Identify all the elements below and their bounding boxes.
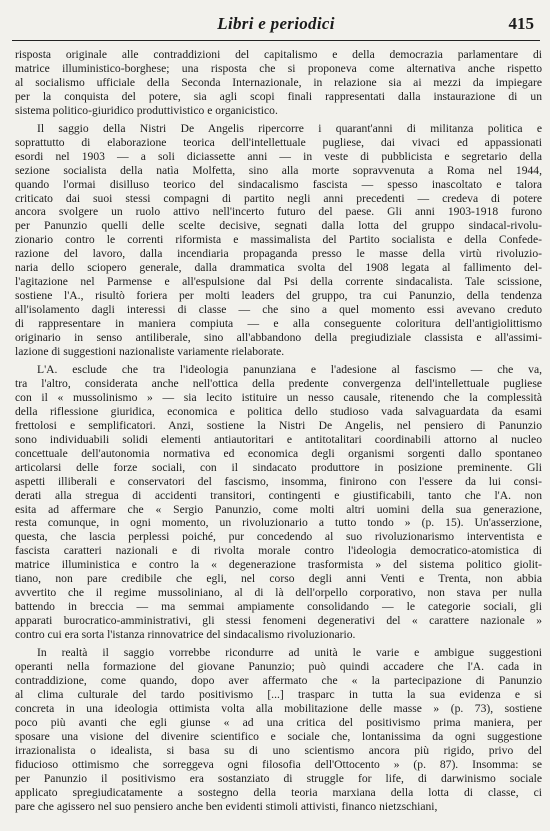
text-line: ancora svolgere un ruolo attivo nell'incerto futuro del paese. Gli anni 1903-1918 furono xyxy=(15,205,542,219)
text-line: aspetti illiberali e conservatori del fascismo, insomma, finirono con l'essere da lui consi- xyxy=(15,474,542,488)
text-line: della riflessione giuridica, economica e politica dello studioso vada salvaguardata da esami xyxy=(15,404,542,418)
text-line: quando l'ormai disilluso teorico del sindacalismo fascista — spesso inascoltato e talora xyxy=(15,177,542,191)
text-line: contro cui era sorta l'istanza rinnovatrice del sindacalismo rivoluzionario. xyxy=(15,628,356,642)
paragraph xyxy=(15,48,542,118)
text-line: concreta in una ideologia ottimista volta alla mobilitazione delle masse » (p. 73), sostiene xyxy=(15,701,542,715)
text-line: esita ad affermare che « Sergio Panunzio, come molti altri uomini della sua generazione, xyxy=(15,502,542,516)
text-line: all'isolamento dagli interessi di classe — che sino a quel momento essi avevano creduto xyxy=(15,303,542,317)
text-line: battendo in breccia — ma semmai ampiamente consolidando — le categorie sociali, gli xyxy=(15,600,542,614)
text-line: soprattutto di elaborazione teorica dell'intellettuale pugliese, dai vivaci ed appassionati xyxy=(15,135,542,149)
paragraph xyxy=(15,363,542,642)
paragraph xyxy=(15,646,542,813)
text-line: sistema politico-giuridico produttivistico e organicistico. xyxy=(15,103,278,117)
text-line: l'agitazione nel Parmense e all'espulsione dal Psi della corrente sindacalista. Tale scissione, xyxy=(15,275,542,289)
text-line: di rappresentare in maniera compiuta — e alla conseguente coloritura dell'antigiolittismo xyxy=(15,317,542,331)
text-line: matrice illuministica e contro la « degenerazione trasformista » del sistema politico giolit- xyxy=(15,558,542,572)
text-line: applicato spregiudicatamente a sostegno della teoria marxiana della lotta di classe, ci xyxy=(15,785,542,799)
text-line: articolarsi delle forze sociali, con il sindacato produttore in posizione preminente. Gli xyxy=(15,460,542,474)
text-line: contraddizione, come quando, dopo aver affermato che « la partecipazione di Panunzio xyxy=(15,673,542,687)
text-line: questa, che lascia perplessi poiché, pur concedendo al suo rivoluzionarismo interventista e xyxy=(15,530,542,544)
text-line: al socialismo ufficiale della Seconda Internazionale, in relazione sia ai mezzi da impiegare xyxy=(15,75,542,89)
text-line: avvertito che il regime mussoliniano, al di là dell'orpello corporativo, non stava per nulla xyxy=(15,586,542,600)
paragraph xyxy=(15,122,542,359)
page-number: 415 xyxy=(508,14,534,33)
text-line: criticato dai suoi stessi compagni di partito negli anni precedenti — credeva di potere xyxy=(15,191,542,205)
text-line: sostiene l'A., risultò foriera per molti leaders del gruppo, tra cui Panunzio, della tendenza xyxy=(15,289,542,303)
text-line: al clima culturale del tardo positivismo [...] trasparc in tutta la sua evidenza e si xyxy=(15,687,542,701)
text-line: In realtà il saggio vorrebbe ricondurre ad unità le varie e ambigue suggestioni xyxy=(37,646,542,660)
text-line: fascista caratteri nazionali e di rivolta morale contro l'ideologia democratico-atomistica di xyxy=(15,544,542,558)
text-line: matrice illuministico-borghese; una risposta che si proponeva come alternativa anche rispetto xyxy=(15,61,542,75)
text-line: sono individuabili solidi elementi antiautoritari e antitotalitari coordinabili attorno al nucleo xyxy=(15,432,542,446)
text-line: frettolosi e semplificatori. Anzi, sostiene la Nistri De Angelis, nel pensiero di Panunzio xyxy=(15,418,542,432)
text-line: sposare una visione del divenire scientifico e sociale che, lontanissima da ogni suggestione xyxy=(15,729,542,743)
text-line: naria dello sciopero generale, dalla drammatica svolta del 1908 legata al fallimento del- xyxy=(15,261,542,275)
text-line: poco più avanti che egli giunse « ad una critica del positivismo prima maniera, per xyxy=(15,715,542,729)
text-line: Il saggio della Nistri De Angelis ripercorre i quarant'anni di militanza politica e xyxy=(37,121,542,135)
text-line: irrazionalista o idealista, si basa su di uno scientismo ancora più rigido, privo del xyxy=(15,743,542,757)
text-line: per Panunzio quelli delle scelte decisive, segnati dalla lotta del gruppo sindacal-rivolu- xyxy=(15,219,542,233)
text-line: per Panunzio il positivismo era sostanziato di struggle for life, di darwinismo sociale xyxy=(15,771,542,785)
text-line: pare che agissero nel suo pensiero anche ben evidenti stimoli attivisti, financo nietzschiani, xyxy=(15,799,438,813)
text-line: con il « mussolinismo » — sia lecito istituire un nesso causale, ritenendo che la complessità xyxy=(15,390,542,404)
body-text xyxy=(15,48,542,813)
text-line: zionario contro le correnti riformista e massimalista del Partito socialista e della Confede- xyxy=(15,233,542,247)
section-title: Libri e periodici xyxy=(217,14,335,33)
text-line: derati alla stregua di accidenti transitori, contingenti e giustificabili, tanto che l'A. non xyxy=(15,488,542,502)
text-line: apparati burocratico-amministrativi, gli stessi fenomeni degenerativi del « carattere nazionale » xyxy=(15,614,542,628)
text-line: fiducioso ottimismo che sorreggeva ogni filosofia dell'Ottocento » (p. 87). Insomma: se xyxy=(15,757,542,771)
text-line: razione del lavoro, dalla incendiaria propaganda presso le masse della virtù rivoluzio- xyxy=(15,247,542,261)
text-line: lazione di suggestioni nazionaliste variamente rielaborate. xyxy=(15,345,285,359)
text-line: sezione socialista della natìa Molfetta, sino alla morte sopravvenuta a Roma nel 1944, xyxy=(15,163,542,177)
header-rule xyxy=(12,40,540,41)
text-line: concettuale dell'autonomia normativa ed economica degli organismi sorgenti dallo spontaneo xyxy=(15,446,542,460)
text-line: esordi nel 1903 — a soli diciassette anni — in veste di pubblicista e segretario della xyxy=(15,149,542,163)
text-line: risposta originale alle contraddizioni del capitalismo e della democrazia parlamentare di xyxy=(15,48,542,61)
text-line: tra l'altro, considerata anche nell'ottica della predente convergenza dell'intellettuale pugliese xyxy=(15,376,542,390)
running-header xyxy=(12,14,540,40)
text-line: per la conquista del potere, sia agli scopi finali rappresentati dalla instaurazione di un xyxy=(15,89,542,103)
text-line: originario in senso antiliberale, sino all'abbandono della pregiudiziale classista e all'assimi- xyxy=(15,331,542,345)
text-line: operanti nella formazione del giovane Panunzio; può quindi accadere che l'A. cada in xyxy=(15,659,542,673)
text-line: resta comunque, in ogni momento, un rivoluzionario a tutto tondo » (p. 15). Un'asserzione, xyxy=(15,516,542,530)
text-line: L'A. esclude che tra l'ideologia panunziana e l'adesione al fascismo — che va, xyxy=(37,362,542,376)
text-line: tiano, non pare credibile che egli, nel corso degli anni Venti e Trenta, non abbia xyxy=(15,572,542,586)
